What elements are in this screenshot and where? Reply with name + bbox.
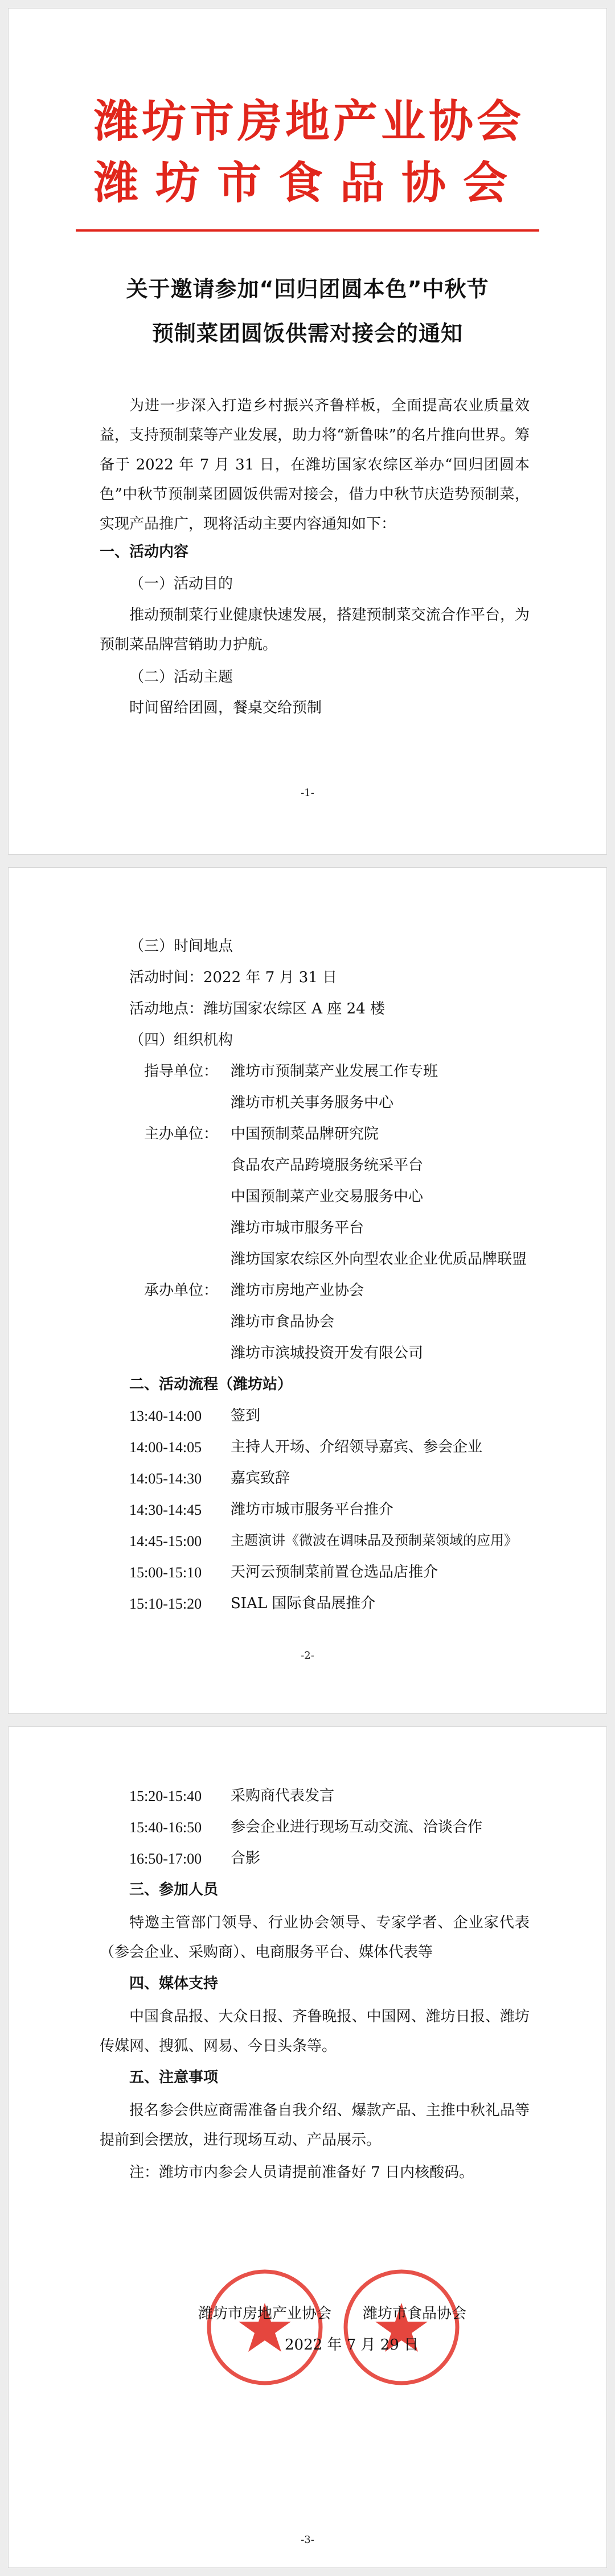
section-5-text: 报名参会供应商需准备自我介绍、爆款产品、主推中秋礼品等提前到会摆放，进行现场互动、产品展示。: [100, 2102, 530, 2149]
page-number: -2-: [301, 1650, 314, 1662]
signature-org-1: 潍坊市房地产业协会: [198, 2305, 332, 2322]
schedule-time: 14:05-14:30: [129, 1470, 202, 1487]
schedule-event: 采购商代表发言: [231, 1787, 335, 1804]
intro-paragraph: 为进一步深入打造乡村振兴齐鲁样板，全面提高农业质量效益，支持预制菜等产业发展，助力将“新鲁味”的名片推向世界。筹备于 2022 年 7 月 31 日，在潍坊国家农综区举办“回归团圆本色”中秋节预制菜团圆饭供需对接会，借力中秋节庆造势预制菜，实现产品推广，现将活动主要内容通知如下：: [100, 397, 530, 533]
section-3-text: 特邀主管部门领导、行业协会领导、专家学者、企业家代表（参会企业、采购商）、电商服务平台、媒体代表等: [100, 1914, 530, 1961]
schedule-time: 15:00-15:10: [129, 1564, 202, 1581]
schedule-event: 潍坊市城市服务平台推介: [231, 1501, 394, 1518]
org-unit: 潍坊市房地产业协会: [231, 1282, 364, 1299]
page-number: -1-: [301, 787, 314, 799]
section-1-heading: 一、活动内容: [100, 543, 189, 560]
document-page-3: [8, 1726, 607, 2568]
section-1-sub-2-heading: （二）活动主题: [129, 669, 233, 686]
schedule-time: 15:40-16:50: [129, 1819, 202, 1836]
signature-date: 2022 年 7 月 29 日: [285, 2336, 419, 2354]
schedule-event: 签到: [231, 1407, 261, 1424]
schedule-event: 主题演讲《微波在调味品及预制菜领域的应用》: [231, 1532, 518, 1548]
header-org-1: 潍坊市房地产业协会: [94, 96, 525, 147]
stamp-seal-icon: [342, 2268, 461, 2387]
schedule-event: SIAL 国际食品展推介: [231, 1595, 376, 1612]
section-1-sub-1-heading: （一）活动目的: [129, 575, 233, 592]
org-unit: 潍坊市滨城投资开发有限公司: [231, 1345, 424, 1362]
document-page-1: [8, 8, 607, 855]
page-number: -3-: [301, 2534, 314, 2546]
schedule-time: 14:30-14:45: [129, 1502, 202, 1518]
signature-org-2: 潍坊市食品协会: [363, 2305, 467, 2322]
stamp-real-estate-association: [205, 2268, 325, 2387]
header-red-rule: [76, 229, 539, 232]
section-4-heading: 四、媒体支持: [129, 1975, 219, 1992]
event-place: 活动地点：潍坊国家农综区 A 座 24 楼: [129, 1000, 385, 1017]
org-unit: 食品农产品跨境服务统采平台: [231, 1157, 424, 1174]
org-unit: 潍坊市城市服务平台: [231, 1219, 364, 1237]
stamp-seal-icon: [205, 2268, 325, 2387]
schedule-time: 16:50-17:00: [129, 1850, 202, 1867]
notice-title-line-2: 预制菜团圆饭供需对接会的通知: [151, 321, 463, 346]
header-org-2: 潍坊市食品协会: [94, 157, 525, 209]
org-unit: 潍坊市食品协会: [231, 1313, 335, 1330]
section-1-sub-3-heading: （三）时间地点: [129, 938, 233, 955]
signature-block: [9, 2137, 608, 2410]
schedule-event: 主持人开场、介绍领导嘉宾、参会企业: [231, 1439, 483, 1456]
section-3-heading: 三、参加人员: [129, 1881, 219, 1898]
schedule-time: 14:45-15:00: [129, 1533, 202, 1549]
org-role-organizer: 承办单位：: [144, 1282, 219, 1299]
org-unit: 中国预制菜产业交易服务中心: [231, 1188, 424, 1205]
schedule-time: 13:40-14:00: [129, 1408, 202, 1424]
schedule-event: 参会企业进行现场互动交流、洽谈合作: [231, 1819, 483, 1836]
schedule-time: 14:00-14:05: [129, 1439, 202, 1456]
section-1-sub-2-text: 时间留给团圆，餐桌交给预制: [129, 699, 322, 716]
schedule-time: 15:10-15:20: [129, 1596, 202, 1612]
org-unit: 潍坊国家农综区外向型农业企业优质品牌联盟: [231, 1251, 527, 1268]
section-2-heading: 二、活动流程（潍坊站）: [129, 1376, 293, 1393]
schedule-event: 合影: [231, 1850, 261, 1867]
stamp-food-association: [342, 2268, 461, 2387]
org-role-host: 主办单位：: [144, 1126, 219, 1143]
notice-title-line-1: 关于邀请参加“回归团圆本色”中秋节: [126, 277, 489, 302]
schedule-event: 嘉宾致辞: [231, 1470, 290, 1487]
document-page-2: [8, 867, 607, 1714]
org-unit: 潍坊市预制菜产业发展工作专班: [231, 1063, 438, 1080]
event-time: 活动时间：2022 年 7 月 31 日: [129, 969, 338, 986]
section-5-heading: 五、注意事项: [129, 2069, 219, 2086]
org-unit: 潍坊市机关事务服务中心: [231, 1094, 394, 1111]
schedule-time: 15:20-15:40: [129, 1788, 202, 1804]
org-role-guide: 指导单位：: [144, 1063, 219, 1080]
org-unit: 中国预制菜品牌研究院: [231, 1126, 379, 1143]
section-1-sub-1-text: 推动预制菜行业健康快速发展，搭建预制菜交流合作平台，为预制菜品牌营销助力护航。: [100, 607, 530, 653]
section-1-sub-4-heading: （四）组织机构: [129, 1032, 233, 1049]
schedule-event: 天河云预制菜前置仓选品店推介: [231, 1564, 438, 1581]
section-4-text: 中国食品报、大众日报、齐鲁晚报、中国网、潍坊日报、潍坊传媒网、搜狐、网易、今日头条等。: [100, 2008, 530, 2055]
section-5-note: 注：潍坊市内参会人员请提前准备好 7 日内核酸码。: [129, 2164, 474, 2181]
